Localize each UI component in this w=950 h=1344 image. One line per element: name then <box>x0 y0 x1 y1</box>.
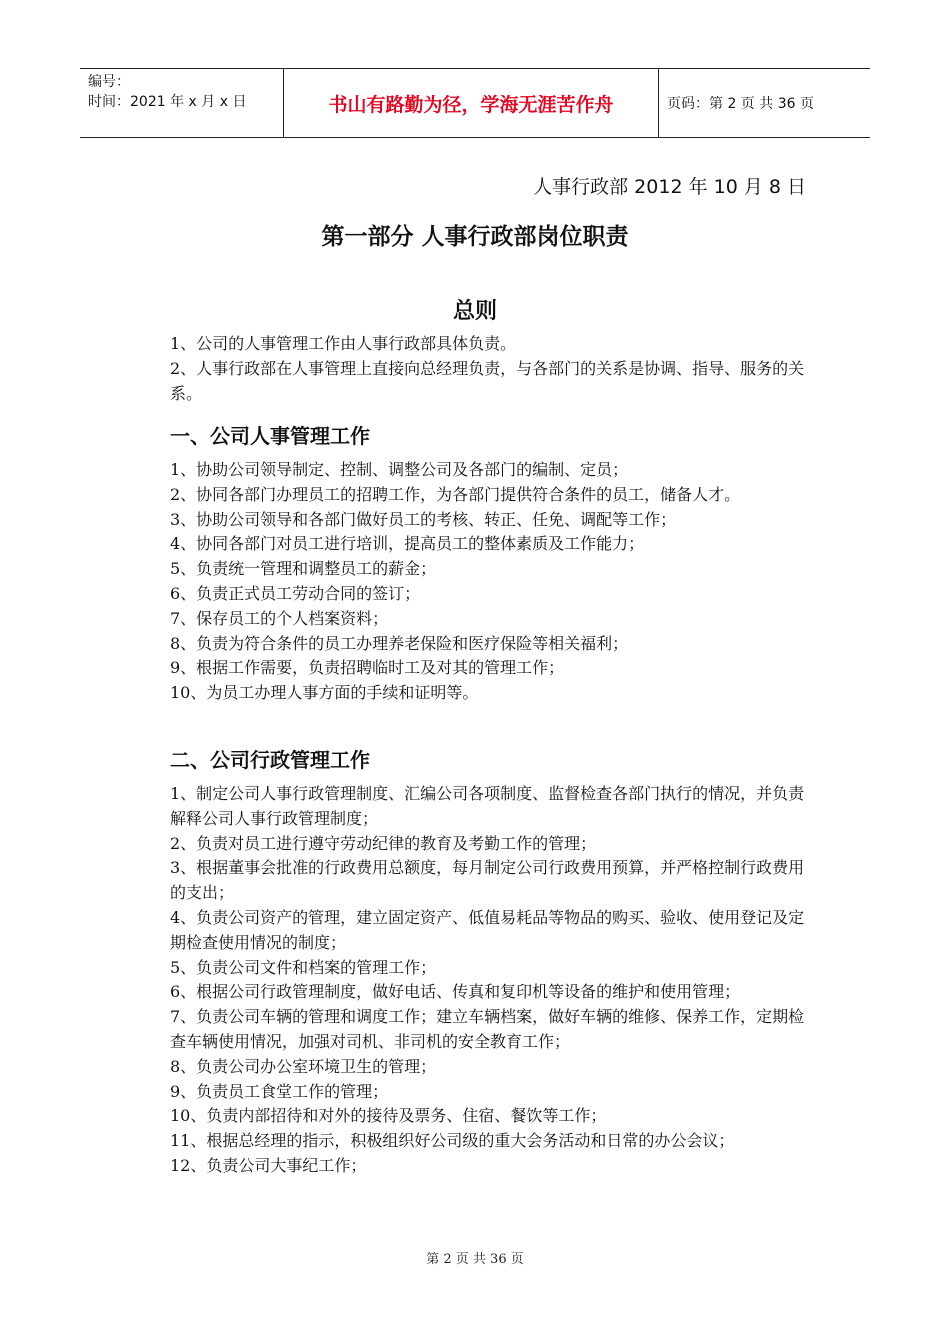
section-2 <box>170 744 818 773</box>
general-list <box>170 332 818 406</box>
motto: 书山有路勤为径，学海无涯苦作舟 <box>283 69 659 137</box>
list-item: 12、负责公司大事纪工作； <box>170 1155 367 1175</box>
list-item: 3、协助公司领导和各部门做好员工的考核、转正、任免、调配等工作； <box>170 509 677 529</box>
list-item: 6、根据公司行政管理制度，做好电话、传真和复印机等设备的维护和使用管理； <box>170 982 741 1002</box>
section-heading: 二、公司行政管理工作 <box>170 748 370 772</box>
list-item: 9、根据工作需要，负责招聘临时工及对其的管理工作； <box>170 658 565 678</box>
list-item: 10、负责内部招待和对外的接待及票务、住宿、餐饮等工作； <box>170 1106 607 1126</box>
header-left-cell <box>80 69 283 137</box>
list-item: 5、负责公司文件和档案的管理工作； <box>170 957 437 977</box>
list-item: 5、负责统一管理和调整员工的薪金； <box>170 559 437 579</box>
list-item: 7、负责公司车辆的管理和调度工作；建立车辆档案，做好车辆的维修、保养工作，定期检查车辆使用情况，加强对司机、非司机的安全教育工作； <box>170 1007 805 1051</box>
section-1 <box>170 420 818 449</box>
page-label: 页码：第 2 页 共 36 页 <box>667 96 814 112</box>
time-label: 时间：2021 年 x 月 x 日 <box>88 94 247 110</box>
list-item: 4、协同各部门对员工进行培训，提高员工的整体素质及工作能力； <box>170 534 645 554</box>
list-item: 8、负责公司办公室环境卫生的管理； <box>170 1056 437 1076</box>
list-item: 1、制定公司人事行政管理制度、汇编公司各项制度、监督检查各部门执行的情况，并负责解释公司人事行政管理制度； <box>170 784 805 828</box>
number-label: 编号： <box>88 74 130 90</box>
list-item: 7、保存员工的个人档案资料； <box>170 608 389 628</box>
section-heading: 一、公司人事管理工作 <box>170 424 370 448</box>
list-item: 9、负责员工食堂工作的管理； <box>170 1081 389 1101</box>
section-1-list <box>170 458 818 706</box>
list-item: 1、协助公司领导制定、控制、调整公司及各部门的编制、定员； <box>170 460 629 479</box>
list-item: 3、根据董事会批准的行政费用总额度，每月制定公司行政费用预算，并严格控制行政费用的支出； <box>170 858 805 903</box>
list-item: 2、人事行政部在人事管理上直接向总经理负责，与各部门的关系是协调、指导、服务的关系。 <box>170 358 805 403</box>
list-item: 8、负责为符合条件的员工办理养老保险和医疗保险等相关福利； <box>170 633 629 653</box>
list-item: 1、公司的人事管理工作由人事行政部具体负责。 <box>170 334 517 353</box>
page-header <box>80 68 870 138</box>
list-item: 2、负责对员工进行遵守劳动纪律的教育及考勤工作的管理； <box>170 833 597 853</box>
department-signature: 人事行政部 2012 年 10 月 8 日 <box>533 176 806 198</box>
list-item: 4、负责公司资产的管理，建立固定资产、低值易耗品等物品的购买、验收、使用登记及定期检查使用情况的制度； <box>170 907 805 952</box>
list-item: 10、为员工办理人事方面的手续和证明等。 <box>170 683 479 703</box>
general-title: 总则 <box>452 299 497 324</box>
list-item: 2、协同各部门办理员工的招聘工作，为各部门提供符合条件的员工，储备人才。 <box>170 484 741 504</box>
part-title: 第一部分 人事行政部岗位职责 <box>321 224 629 250</box>
section-2-list <box>170 782 818 1179</box>
list-item: 11、根据总经理的指示，积极组织好公司级的重大会务活动和日常的办公会议； <box>170 1131 735 1151</box>
page-footer: 第 2 页 共 36 页 <box>426 1252 524 1267</box>
list-item: 6、负责正式员工劳动合同的签订； <box>170 583 421 603</box>
